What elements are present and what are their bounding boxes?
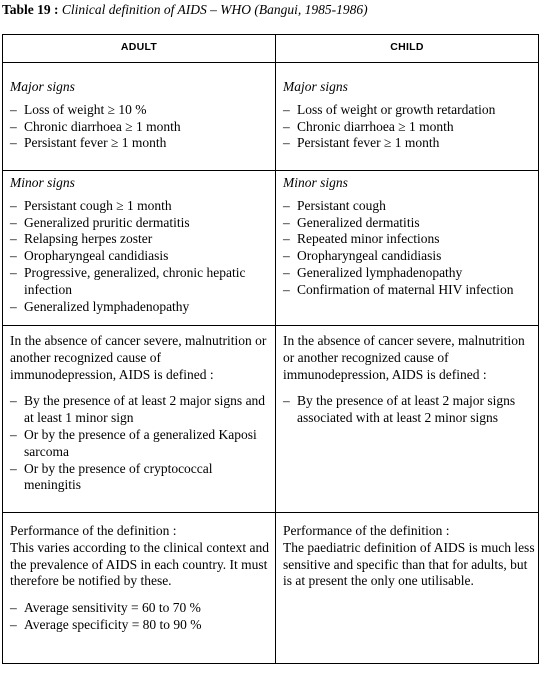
definition-table (2, 34, 539, 664)
performance-title: Performance of the definition : (283, 523, 450, 538)
row-divider (3, 170, 538, 171)
performance-text: This varies according to the clinical context and the prevalence of AIDS in each country. It must therefore be notified by these. (10, 539, 270, 589)
column-header-adult: ADULT (120, 41, 158, 53)
sign-list (10, 198, 270, 316)
list-item: – By the presence of at least 2 major signs and at least 1 minor sign (10, 393, 266, 426)
table-title: Clinical definition of AIDS – WHO (Bangui, 1985-1986) (61, 2, 368, 17)
list-item: – Repeated minor infections (283, 231, 440, 247)
child-definition (283, 333, 535, 427)
sign-list (283, 102, 535, 152)
list-item: – Persistant cough (283, 197, 386, 213)
child-major-signs (283, 79, 535, 152)
list-item: – Persistant fever ≥ 1 month (10, 135, 167, 151)
column-divider (275, 35, 276, 663)
list-item: – Oropharyngeal candidiasis (10, 248, 169, 264)
section-title: Minor signs (10, 175, 75, 190)
table-caption (2, 2, 368, 18)
adult-minor-signs (10, 175, 270, 315)
list-item: – Or by the presence of a generalized Kaposi sarcoma (10, 426, 257, 459)
child-performance (283, 523, 535, 590)
adult-performance (10, 523, 270, 634)
criteria-list (283, 393, 535, 427)
table-number: Table 19 : (2, 2, 59, 17)
list-item: – Generalized lymphadenopathy (10, 298, 190, 314)
definition-intro: In the absence of cancer severe, malnutrition or another recognized cause of immunodepression, AIDS is defined : (10, 333, 267, 382)
adult-definition (10, 333, 270, 494)
section-title: Minor signs (283, 175, 348, 190)
criteria-list (10, 393, 270, 494)
list-item: – Chronic diarrhoea ≥ 1 month (10, 118, 181, 134)
column-header-child: CHILD (390, 41, 424, 53)
list-item: – Persistant cough ≥ 1 month (10, 197, 172, 213)
child-minor-signs (283, 175, 535, 299)
performance-list (10, 600, 270, 634)
list-item: – Generalized dermatitis (283, 214, 420, 230)
list-item: – Persistant fever ≥ 1 month (283, 135, 440, 151)
list-item: – Oropharyngeal candidiasis (283, 248, 442, 264)
list-item: – Loss of weight or growth retardation (283, 101, 496, 117)
row-divider (3, 512, 538, 513)
sign-list (10, 102, 270, 152)
row-divider (3, 62, 538, 63)
list-item: – Relapsing herpes zoster (10, 231, 153, 247)
list-item: – Generalized lymphadenopathy (283, 264, 463, 280)
performance-title: Performance of the definition : (10, 523, 177, 538)
section-title: Major signs (10, 79, 75, 94)
list-item: – Average specificity = 80 to 90 % (10, 616, 202, 632)
list-item: – Confirmation of maternal HIV infection (283, 281, 514, 297)
list-item: – Loss of weight ≥ 10 % (10, 101, 147, 117)
list-item: – Generalized pruritic dermatitis (10, 214, 190, 230)
list-item: – Progressive, generalized, chronic hepatic infection (10, 264, 246, 297)
list-item: – Or by the presence of cryptococcal meningitis (10, 460, 213, 493)
definition-intro: In the absence of cancer severe, malnutrition or another recognized cause of immunodepression, AIDS is defined : (283, 333, 525, 382)
list-item: – Average sensitivity = 60 to 70 % (10, 600, 201, 616)
sign-list (283, 198, 535, 299)
section-title: Major signs (283, 79, 348, 94)
adult-major-signs (10, 79, 270, 152)
performance-text: The paediatric definition of AIDS is much less sensitive and specific than that for adults, but is at present the only one utilisable. (283, 539, 535, 589)
list-item: – Chronic diarrhoea ≥ 1 month (283, 118, 454, 134)
row-divider (3, 325, 538, 326)
list-item: – By the presence of at least 2 major signs associated with at least 2 minor signs (283, 393, 516, 426)
